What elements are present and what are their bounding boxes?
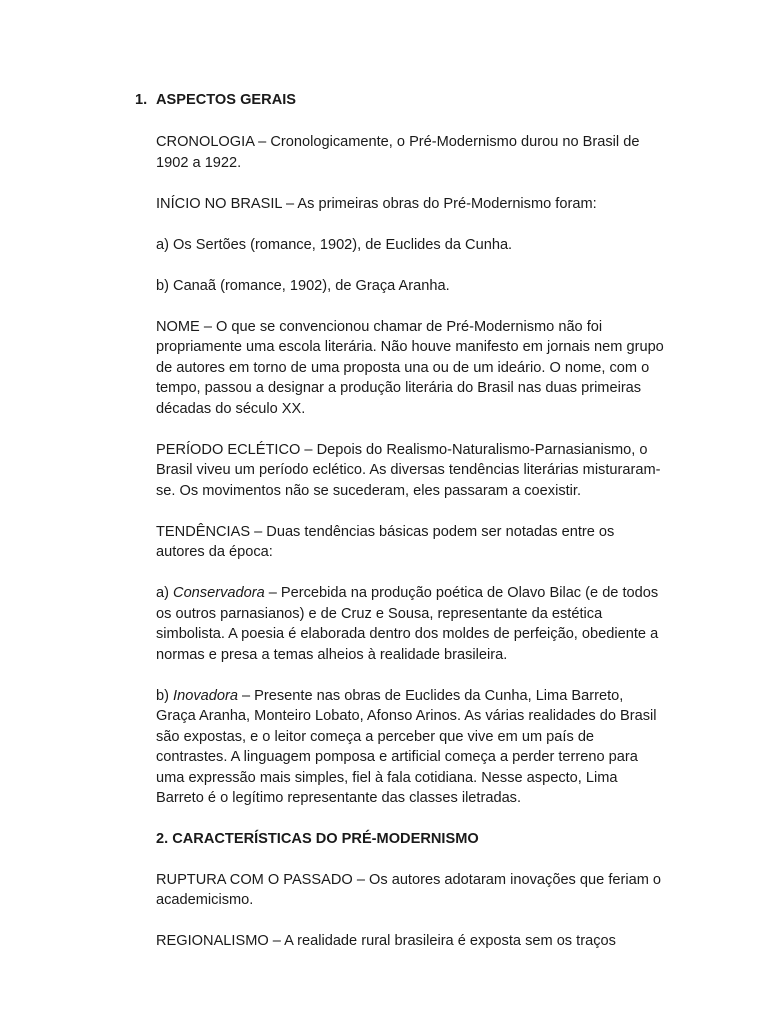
conservadora-prefix: a) [156, 585, 174, 601]
paragraph-obra-b: b) Canaã (romance, 1902), de Graça Aranha. [156, 277, 450, 294]
paragraph-tendencias: TENDÊNCIAS – Duas tendências básicas podem ser notadas entre os autores da época: [156, 523, 615, 560]
section-2-heading: 2. CARACTERÍSTICAS DO PRÉ-MODERNISMO [156, 831, 479, 847]
inovadora-term: Inovadora [173, 687, 238, 704]
paragraph-conservadora [156, 583, 666, 665]
paragraph-ruptura: RUPTURA COM O PASSADO – Os autores adotaram inovações que feriam o academicismo. [156, 871, 662, 908]
conservadora-term: Conservadora [173, 585, 265, 601]
paragraph-cronologia: CRONOLOGIA – Cronologicamente, o Pré-Modernismo durou no Brasil de 1902 a 1922. [156, 134, 640, 171]
section-1-title: ASPECTOS GERAIS [156, 92, 297, 108]
paragraph-regionalismo: REGIONALISMO – A realidade rural brasileira é exposta sem os traços [156, 933, 616, 949]
paragraph-obra-a: a) Os Sertões (romance, 1902), de Euclides da Cunha. [156, 236, 513, 253]
paragraph-nome: NOME – O que se convencionou chamar de Pré-Modernismo não foi propriamente uma escola literária. Não houve manifesto em jornais nem grupo de autores em torno de uma proposta una ou de um ideário. O nome, com o tempo, passou a designar a produção literária do Brasil nas duas primeiras décadas do século XX. [156, 318, 664, 417]
paragraph-inovadora [156, 686, 666, 809]
document-body [156, 132, 666, 972]
paragraph-periodo-ecletico: PERÍODO ECLÉTICO – Depois do Realismo-Naturalismo-Parnasianismo, o Brasil viveu um período eclético. As diversas tendências literárias misturaram-se. Os movimentos não se sucederam, eles passaram a coexistir. [156, 441, 661, 499]
paragraph-inicio: INÍCIO NO BRASIL – As primeiras obras do Pré-Modernismo foram: [156, 195, 597, 212]
section-1-heading [135, 90, 296, 110]
inovadora-prefix: b) [156, 687, 174, 704]
conservadora-text: – Percebida na produção poética de Olavo Bilac (e de todos os outros parnasianos) e de Cruz e Sousa, representante da estética simbolista. A poesia é elaborada dentro dos moldes de perfeição, obediente a normas e presa a temas alheios à realidade brasileira. [156, 585, 659, 663]
inovadora-text: – Presente nas obras de Euclides da Cunha, Lima Barreto, Graça Aranha, Monteiro Lobato, Afonso Arinos. As várias realidades do Brasil são expostas, e o leitor começa a perceber que vive em um país de contrastes. A linguagem pomposa e artificial começa a perder terreno para uma expressão mais simples, fiel à fala cotidiana. Nesse aspecto, Lima Barreto é o legítimo representante das classes iletradas. [156, 687, 657, 806]
section-1-number: 1. [135, 92, 148, 108]
